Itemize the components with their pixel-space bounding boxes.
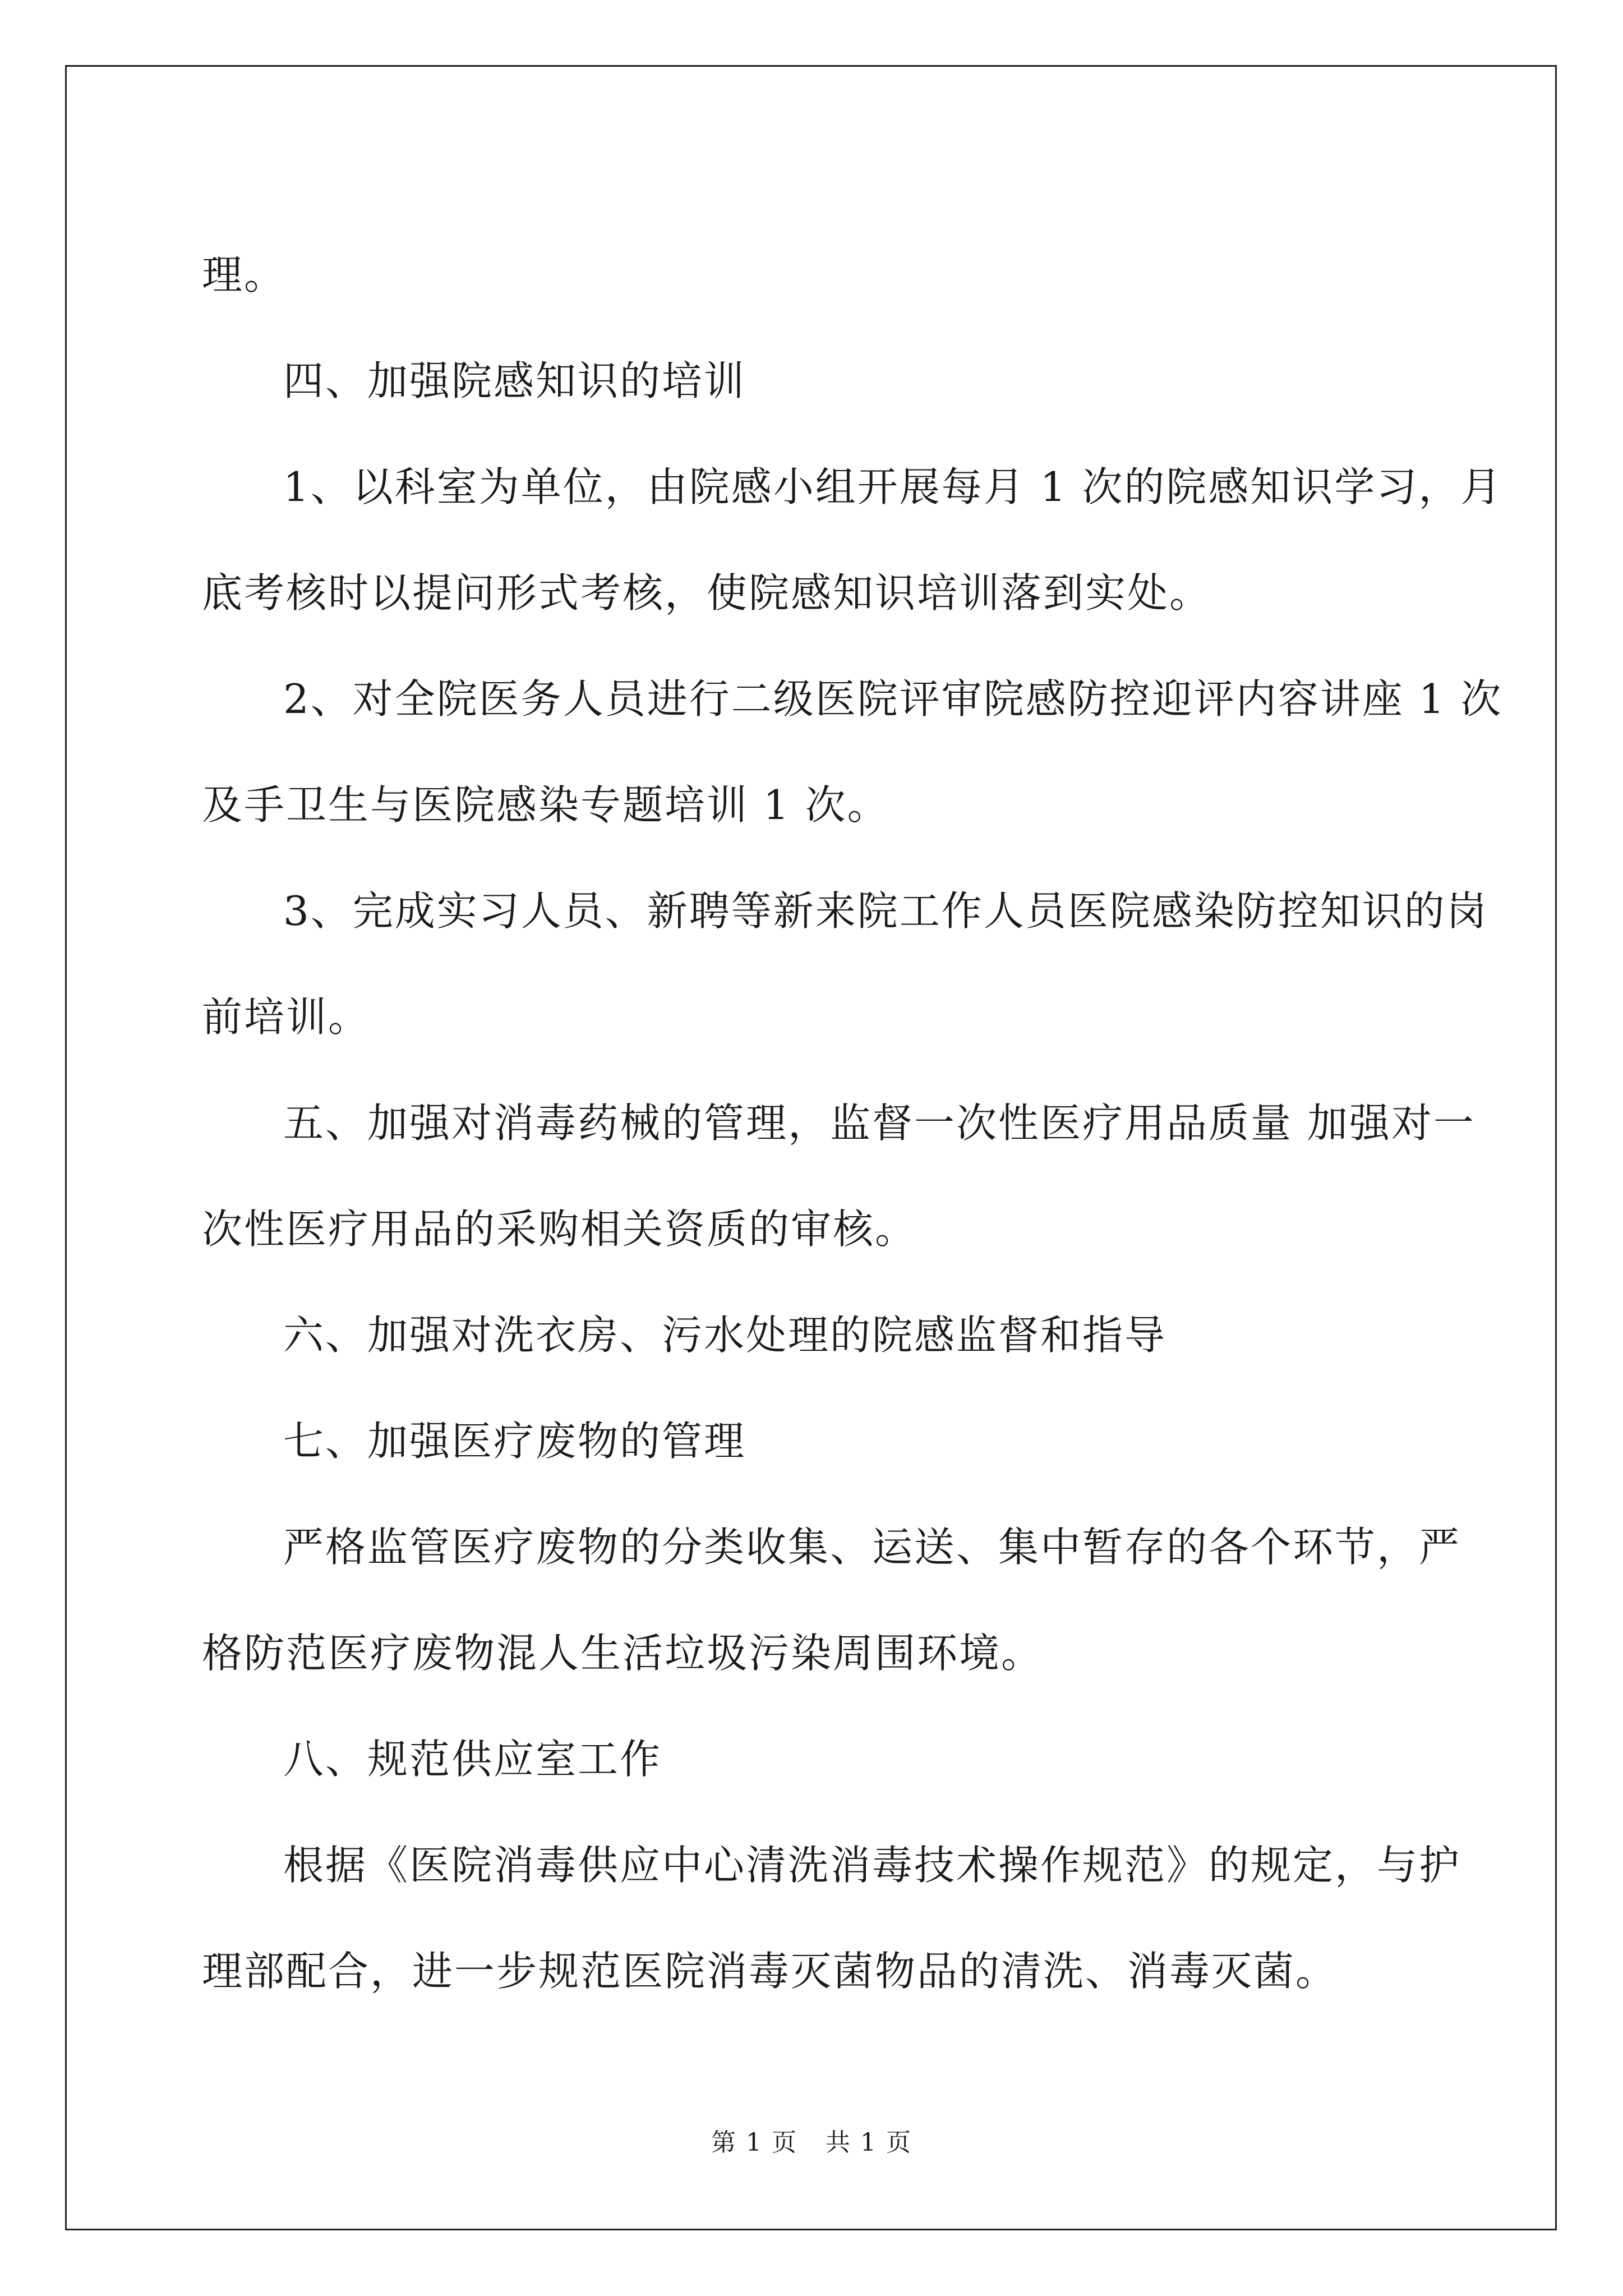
text-line-4: 底考核时以提问形式考核，使院感知识培训落到实处。 bbox=[202, 569, 1212, 616]
document-body bbox=[202, 222, 1503, 2024]
text-line-10: 次性医疗用品的采购相关资质的审核。 bbox=[202, 1205, 917, 1253]
page-number-total: 共 1 页 bbox=[826, 2128, 912, 2157]
page-footer bbox=[0, 2126, 1623, 2160]
section-heading-8: 八、规范供应室工作 bbox=[283, 1736, 662, 1783]
text-line-17: 理部配合，进一步规范医院消毒灭菌物品的清洗、消毒灭菌。 bbox=[202, 1948, 1338, 1995]
text-line-7: 3、完成实习人员、新聘等新来院工作人员医院感染防控知识的岗 bbox=[283, 887, 1488, 935]
section-heading-7: 七、加强医疗废物的管理 bbox=[283, 1418, 746, 1465]
text-line-5: 2、对全院医务人员进行二级医院评审院感防控迎评内容讲座 1 次 bbox=[283, 675, 1503, 723]
text-line-1: 理。 bbox=[202, 251, 287, 298]
section-heading-4: 四、加强院感知识的培训 bbox=[283, 357, 746, 404]
text-line-8: 前培训。 bbox=[202, 993, 371, 1041]
text-line-14: 格防范医疗废物混人生活垃圾污染周围环境。 bbox=[202, 1630, 1044, 1677]
text-line-6: 及手卫生与医院感染专题培训 1 次。 bbox=[202, 781, 889, 829]
text-line-16: 根据《医院消毒供应中心清洗消毒技术操作规范》的规定，与护 bbox=[283, 1842, 1461, 1889]
text-line-3: 1、以科室为单位，由院感小组开展每月 1 次的院感知识学习，月 bbox=[283, 463, 1503, 510]
page-number-current: 第 1 页 bbox=[711, 2128, 797, 2157]
text-line-13: 严格监管医疗废物的分类收集、运送、集中暂存的各个环节，严 bbox=[283, 1524, 1461, 1571]
section-heading-5: 五、加强对消毒药械的管理，监督一次性医疗用品质量 加强对一 bbox=[283, 1099, 1476, 1147]
section-heading-6: 六、加强对洗衣房、污水处理的院感监督和指导 bbox=[283, 1312, 1167, 1359]
